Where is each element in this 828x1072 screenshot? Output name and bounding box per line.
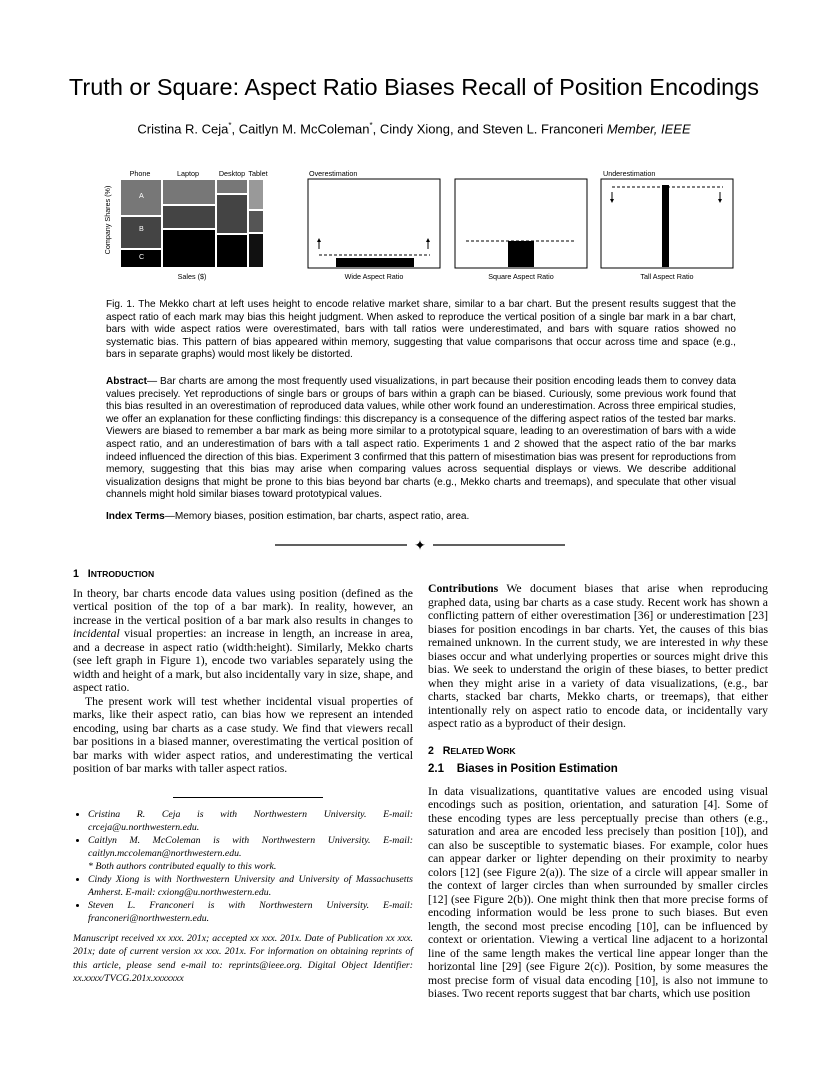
intro-paragraph-2: The present work will test whether incidental visual properties of marks, like their aspect ratio, can bias how we represent an intended encoding, using bar charts as a case study. We find that viewers recall bar positions in a biased manner, overestimating the vertical position of bar marks with wider aspect ratios, and underestimating the vertical position of bar marks with taller aspect ratios. (73, 694, 413, 775)
panel-square (455, 179, 587, 281)
mekko-segment-label-b: B (139, 224, 144, 233)
figure-1 (100, 163, 740, 288)
square-bar (508, 241, 534, 267)
mekko-col-label-laptop: Laptop (177, 169, 199, 178)
contributions-label: Contributions (428, 582, 499, 595)
mekko-segment (217, 235, 247, 267)
mekko-segment (217, 195, 247, 233)
mekko-segment (249, 211, 263, 232)
section-number: 2 (428, 744, 434, 757)
author-xiong-franconeri: Cindy Xiong, and Steven L. Franconeri (379, 121, 604, 137)
index-terms-label: Index Terms (106, 511, 165, 522)
mekko-x-axis-label: Sales ($) (177, 272, 207, 281)
wide-bar (336, 258, 414, 267)
up-arrow-left-head (317, 238, 321, 242)
down-arrow-left-head (610, 199, 614, 203)
mekko-col-label-phone: Phone (129, 169, 151, 178)
paper-title: Truth or Square: Aspect Ratio Biases Recall of Position Encodings (68, 74, 760, 100)
mekko-col-label-tablet: Tablet (248, 169, 268, 178)
down-arrow-right-head (718, 199, 722, 203)
manuscript-info: Manuscript received xx xxx. 201x; accepted xx xxx. 201x. Date of Publication xx xxx. 201x; date of current version xx xxx. 201x. For information on obtaining reprints of this article, please send e-mail to: reprints@ieee.org. Digital Object Identifier: xx.xxxx/TVCG.201x.xxxxxxx (73, 933, 413, 984)
equal-contribution-note: * Both authors contributed equally to this work. (88, 860, 277, 872)
author-mccoleman: Caitlyn M. McColeman (238, 121, 370, 137)
footnote-item: • Cindy Xiong is with Northwestern University and University of Massachusetts Amherst. E-mail: cxiong@u.northwestern.edu. (88, 873, 413, 899)
panel-tall-label: Tall Aspect Ratio (640, 272, 694, 281)
author-line: Cristina R. Ceja*, Caitlyn M. McColeman*, Cindy Xiong, and Steven L. Franconeri Member, IEEE (137, 121, 691, 137)
related-paragraph-1: In data visualizations, quantitative values are encoded using visual encodings such as position, orientation, and saturation [4]. Some of these encoding types are less perceptually precise than others (e.g., saturation and area are encoded less precisely than position [10]), and can also be susceptible to systematic biases. For example, color hues can appear darker or lighter depending on their proximity to nearby colors [12] (see Figure 2(a)). The size of a circle will appear smaller in the context of larger circles than when surrounded by smaller circles [12] (see Figure 2(b)). One might think then that more precise forms of encoding information would be less prone to such biases. But even length, the second most precise encoding [10], can be influenced by context or orientation. Viewing a vertical line adjacent to a horizontal line of the same length makes the vertical line appear longer than the horizontal line [29] (see Figure 2(c)). Position, by some measures the most precise form of visual data encoding [10], is also not immune to biases. Two recent reports suggest that bar charts, which use position (428, 784, 768, 1000)
up-arrow-right-head (426, 238, 430, 242)
mekko-segment (249, 180, 263, 209)
section-divider (275, 537, 565, 553)
index-terms-text: —Memory biases, position estimation, bar charts, aspect ratio, area. (164, 511, 470, 522)
author-membership: Member, IEEE (606, 121, 691, 137)
figure-caption: Fig. 1. The Mekko chart at left uses height to encode relative market share, similar to a bar chart. But the present results suggest that the aspect ratio of each mark may bias this height judgment. When asked to reproduce the vertical position of a single bar mark in a bar chart, bars with wide aspect ratios were overestimated, bars with tall ratios were underestimated, and bars with square ratios showed no systematic bias. This pattern of bias appeared within memory, suggesting that value comparisons that occur across time and space (e.g., bars in separate graphs) would most likely be distorted. (106, 299, 736, 361)
panel-overestimation-label: Overestimation (309, 169, 358, 178)
mekko-chart (103, 169, 268, 281)
tall-bar (662, 185, 669, 267)
equal-contribution-mark: * (369, 121, 373, 130)
author-ceja: Cristina R. Ceja (137, 121, 229, 137)
mekko-segment-label-c: C (139, 252, 145, 261)
mekko-segment (163, 230, 215, 267)
contributions-paragraph: Contributions We document biases that arise when reproducing graphed data, using bar charts as a case study. Recent work has shown a conflicting pattern of either overestimation [36] or underestimation [23] biases for position encodings in bar charts. Yet, the causes of this bias remained unknown. In the current study, we are interested in why these biases occur and what underlying properties or sources might drive this bias. We seek to understand the origin of these biases, to better predict when they might arise in a variety of data visualizations, (e.g., bar charts, stacked bar charts, Mekko charts, or treemaps), that either intentionally rely on aspect ratio to encode data, or incidentally vary aspect ratio as a byproduct of their design. (428, 582, 768, 730)
author-footnotes (73, 808, 413, 926)
left-column (73, 568, 413, 985)
mekko-segment (163, 180, 215, 204)
equal-contribution-mark: * (228, 121, 232, 130)
mekko-segment-label-a: A (139, 191, 144, 200)
subsection-heading-biases: 2.1 Biases in Position Estimation (428, 763, 618, 775)
section-title-rest: NTRODUCTION (90, 569, 155, 579)
abstract-text: — Bar charts are among the most frequently used visualizations, in part because their position encoding leads them to convey data values precisely. Yet reproductions of single bars or groups of bars within a graph can be biased. Curiously, some previous work found that this bias resulted in an overestimation of reproduced data values, while other work found an underestimation. Across three empirical studies, we offer an explanation for these conflicting findings: this discrepancy is a consequence of the differing aspect ratios of the tested bar marks. Viewers are biased to remember a bar mark as being more similar to a prototypical square, leading to an overestimation of bars with a wide aspect ratio, and an underestimation of bars with a tall aspect ratio. Experiments 1 and 2 showed that the aspect ratio of the bar marks indeed influenced the direction of this bias. Experiment 3 confirmed that this pattern of misestimation bias was present for reproductions from memory, suggesting that this bias may arise when comparing values across sequential displays or views. We describe additional visualization designs that might be prone to this bias beyond bar charts (e.g., Mekko charts and treemaps), and speculate that other visual channels might hold similar biases toward prototypical values. (106, 376, 736, 501)
section-title-initial: I (87, 568, 91, 580)
right-column (428, 582, 768, 1001)
panel-tall (601, 169, 733, 281)
emphasis-incidental: incidental (73, 627, 120, 640)
divider-ornament: ✦ (414, 537, 426, 553)
mekko-segment (217, 180, 247, 193)
section-number: 1 (73, 568, 79, 580)
mekko-col-label-desktop: Desktop (218, 169, 246, 178)
mekko-y-axis-label: Company Shares (%) (103, 185, 112, 255)
panel-wide (308, 169, 440, 281)
footnote-rule (173, 797, 323, 798)
section-heading-introduction (73, 568, 413, 582)
mekko-segment (163, 206, 215, 228)
panel-underestimation-label: Underestimation (603, 169, 656, 178)
abstract-label: Abstract (106, 376, 147, 387)
index-terms (106, 511, 736, 522)
panel-square-label: Square Aspect Ratio (488, 272, 554, 281)
section-heading-related-work: 2 RELATED WORK (428, 744, 516, 757)
panel-wide-label: Wide Aspect Ratio (344, 272, 404, 281)
intro-paragraph-1: In theory, bar charts encode data values using position (defined as the vertical position of the top of a bar mark). In reality, however, an increase in the vertical position of a bar mark also results in changes to incidental visual properties: an increase in length, an increase in area, and a decrease in aspect ratio (width:height). Similarly, Mekko charts (see left graph in Figure 1), encode two variables separately using the width and height of a mark, but also incidentally vary in size, shape, and aspect ratio. (73, 586, 413, 694)
emphasis-why: why (721, 636, 741, 649)
mekko-segment (249, 234, 263, 267)
footnote-item: • Steven L. Franconeri is with Northwestern University. E-mail: franconeri@northwestern.edu. (88, 899, 413, 925)
footnote-item: • Cristina R. Ceja is with Northwestern University. E-mail: crceja@u.northwestern.edu. (88, 808, 413, 834)
footnote-item: • Caitlyn M. McColeman is with Northwestern University. E-mail: caitlyn.mccoleman@northwestern.edu. (88, 834, 413, 860)
abstract (106, 376, 736, 502)
